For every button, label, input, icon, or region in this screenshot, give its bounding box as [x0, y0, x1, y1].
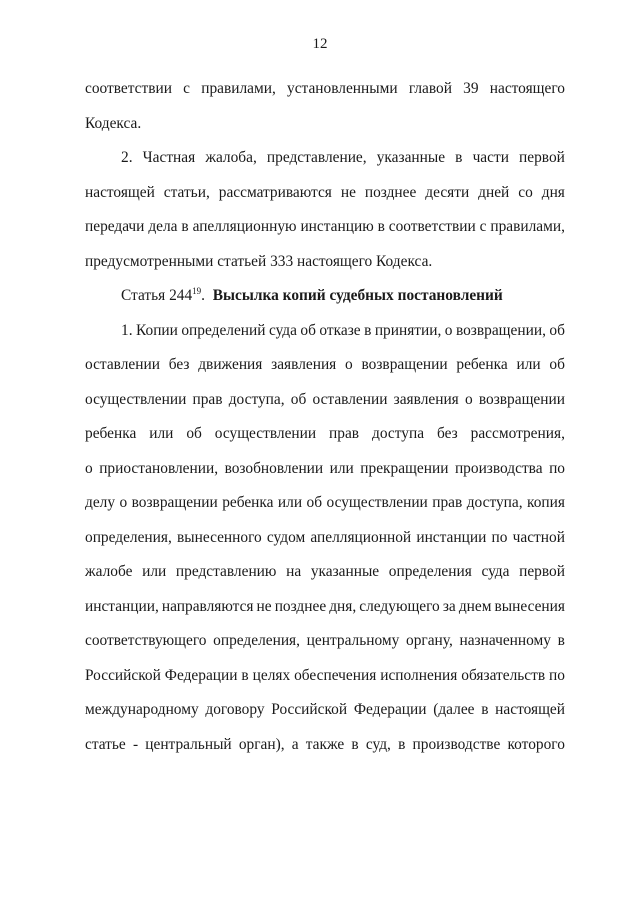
word: вынесения	[494, 597, 565, 615]
word: осуществлении	[85, 390, 187, 408]
word: (далее	[433, 701, 475, 718]
word: в	[481, 701, 489, 718]
word: определения,	[85, 528, 172, 546]
word: не	[256, 597, 272, 615]
word: обеспечения	[294, 666, 377, 684]
word: также	[305, 735, 345, 753]
word: прав	[192, 390, 223, 408]
word: приостановлении,	[99, 459, 219, 477]
word: об	[290, 390, 307, 408]
word: или	[142, 563, 167, 580]
word: с	[479, 218, 487, 235]
text-line	[85, 624, 565, 659]
word: без	[168, 356, 190, 373]
word: по	[491, 528, 508, 546]
word: соответствии	[85, 80, 172, 97]
word: принятии,	[374, 321, 442, 339]
word: настоящей	[85, 183, 155, 201]
article-dot: .	[201, 287, 206, 304]
word: передачи	[85, 218, 145, 235]
text-line	[85, 417, 565, 452]
word: Российской	[85, 666, 161, 684]
word: соответствующего	[85, 632, 207, 649]
word: установленными	[287, 80, 398, 97]
word: настоящей	[495, 701, 565, 718]
word: ребенка	[222, 494, 274, 511]
word: дела	[148, 218, 178, 235]
word: прав	[432, 494, 463, 511]
word: за	[442, 597, 456, 615]
word: о	[85, 459, 93, 477]
word: орган),	[238, 735, 285, 753]
word: первой	[519, 563, 565, 580]
word: без	[436, 425, 458, 442]
word: об	[549, 321, 565, 339]
word: первой	[519, 149, 565, 166]
word: главой	[408, 80, 452, 97]
word: об	[306, 494, 323, 511]
word: статьи,	[163, 183, 210, 201]
word: указанные	[376, 149, 446, 166]
word: в	[241, 666, 249, 684]
word: обязательств	[461, 666, 546, 684]
text-line	[85, 590, 565, 625]
article-title: Высылка копий судебных постановлений	[212, 287, 503, 304]
word: дня	[541, 183, 565, 201]
word: вынесенного	[177, 528, 262, 546]
word: или	[149, 425, 174, 442]
text-line	[85, 452, 565, 487]
word: суд,	[365, 735, 391, 753]
word: доступа,	[228, 390, 285, 408]
word: жалобе	[85, 563, 133, 580]
word: центральному	[306, 632, 400, 649]
word: инстанции,	[85, 597, 159, 615]
text-line: предусмотренными статьей 333 настоящего Кодекса.	[85, 252, 433, 270]
word: осуществлении	[326, 494, 428, 511]
word: о	[119, 494, 128, 511]
word: настоящего	[489, 80, 565, 97]
text-line	[85, 659, 565, 694]
word: судом	[266, 528, 306, 546]
word: международному	[85, 701, 199, 718]
text-line: Кодекса.	[85, 114, 142, 132]
word: не	[340, 183, 356, 201]
word: о	[464, 390, 473, 408]
word: делу	[85, 494, 116, 511]
text-line	[85, 383, 565, 418]
page-number: 12	[312, 36, 328, 52]
word: об	[186, 425, 202, 442]
word: по	[549, 666, 565, 684]
word: в	[181, 218, 189, 235]
word: Федерации	[164, 666, 238, 684]
word: органу,	[406, 632, 453, 649]
word: частной	[512, 528, 565, 546]
word: договору	[205, 701, 265, 718]
word: позднее	[364, 183, 417, 201]
word: в	[557, 632, 565, 649]
word: суда	[481, 563, 510, 580]
word: инстанцию	[300, 218, 374, 235]
word: днем	[458, 597, 492, 615]
word: по	[549, 459, 565, 477]
word: определения,	[213, 632, 300, 649]
word: представление,	[266, 149, 367, 166]
word: 1.	[121, 321, 133, 339]
word: а	[291, 735, 299, 753]
word: правилами,	[201, 80, 276, 97]
word: -	[132, 735, 139, 753]
word: возвращении,	[455, 321, 546, 339]
word: ребенка	[85, 425, 137, 442]
text-line	[85, 555, 565, 590]
word: направляются	[161, 597, 254, 615]
text-line	[85, 314, 565, 349]
word: суда	[268, 321, 297, 339]
word: исполнения	[380, 666, 458, 684]
word: или	[329, 459, 354, 477]
word: центральный	[145, 735, 232, 753]
text-line	[85, 348, 565, 383]
word: оставлении	[85, 356, 160, 373]
word: или	[277, 494, 303, 511]
text-line	[85, 176, 565, 211]
word: производстве	[412, 735, 501, 753]
word: производства	[454, 459, 543, 477]
word: заявления	[393, 390, 459, 408]
word: возвращении	[131, 494, 218, 511]
word: следующего	[359, 597, 440, 615]
document-body	[85, 72, 565, 762]
word: возобновлении	[224, 459, 324, 477]
word: десяти	[425, 183, 470, 201]
word: позднее	[274, 597, 327, 615]
word: прекращении	[360, 459, 449, 477]
word: в	[398, 735, 406, 753]
word: Частная	[142, 149, 196, 166]
word: апелляционную	[192, 218, 297, 235]
word: о	[345, 356, 353, 373]
word: об	[549, 356, 565, 373]
article-heading	[85, 279, 565, 314]
word: назначенному	[459, 632, 551, 649]
word: жалоба,	[205, 149, 257, 166]
word: о	[444, 321, 453, 339]
paragraph-article-1	[85, 314, 565, 763]
word: в	[351, 735, 359, 753]
text-line	[85, 521, 565, 556]
word: отказе	[319, 321, 361, 339]
word: определения	[388, 563, 472, 580]
word: соответствии	[388, 218, 476, 235]
text-line	[85, 210, 565, 245]
word: целях	[252, 666, 291, 684]
word: определений	[181, 321, 266, 339]
word: или	[516, 356, 541, 373]
word: Копии	[136, 321, 178, 339]
word: дней	[478, 183, 510, 201]
article-number: Статья 244	[121, 287, 193, 304]
word: в	[455, 149, 463, 166]
word: дня,	[329, 597, 357, 615]
word: прав	[329, 425, 360, 442]
word: об	[300, 321, 316, 339]
word: со	[518, 183, 533, 201]
article-superscript: 19	[192, 286, 202, 296]
text-line	[85, 728, 565, 763]
word: в	[364, 321, 372, 339]
word: указанные	[310, 563, 380, 580]
word: доступа,	[466, 494, 523, 511]
word: с	[183, 80, 191, 97]
paragraph-continuation	[85, 72, 565, 141]
word: доступа	[372, 425, 425, 442]
word: Федерации	[353, 701, 427, 718]
word: 2.	[121, 149, 133, 166]
word: 39	[463, 80, 479, 97]
word: ребенка	[456, 356, 508, 373]
word: части	[472, 149, 509, 166]
word: возвращении	[478, 390, 565, 408]
text-line	[85, 141, 565, 176]
word: которого	[507, 735, 565, 753]
word: правилами,	[490, 218, 565, 235]
word: апелляционной	[310, 528, 412, 546]
word: статье	[85, 735, 126, 753]
text-line	[85, 72, 565, 107]
word: Российской	[271, 701, 348, 718]
text-line	[85, 486, 565, 521]
word: оставлении	[312, 390, 388, 408]
word: рассматриваются	[218, 183, 332, 201]
word: осуществлении	[214, 425, 317, 442]
word: возвращении	[361, 356, 448, 373]
paragraph-2	[85, 141, 565, 279]
word: в	[377, 218, 385, 235]
word: копия	[527, 494, 565, 511]
text-line	[85, 693, 565, 728]
word: инстанции	[416, 528, 487, 546]
word: заявления	[271, 356, 337, 373]
word: рассмотрения,	[470, 425, 565, 442]
word: на	[286, 563, 302, 580]
word: представлению	[175, 563, 277, 580]
word: движения	[198, 356, 263, 373]
